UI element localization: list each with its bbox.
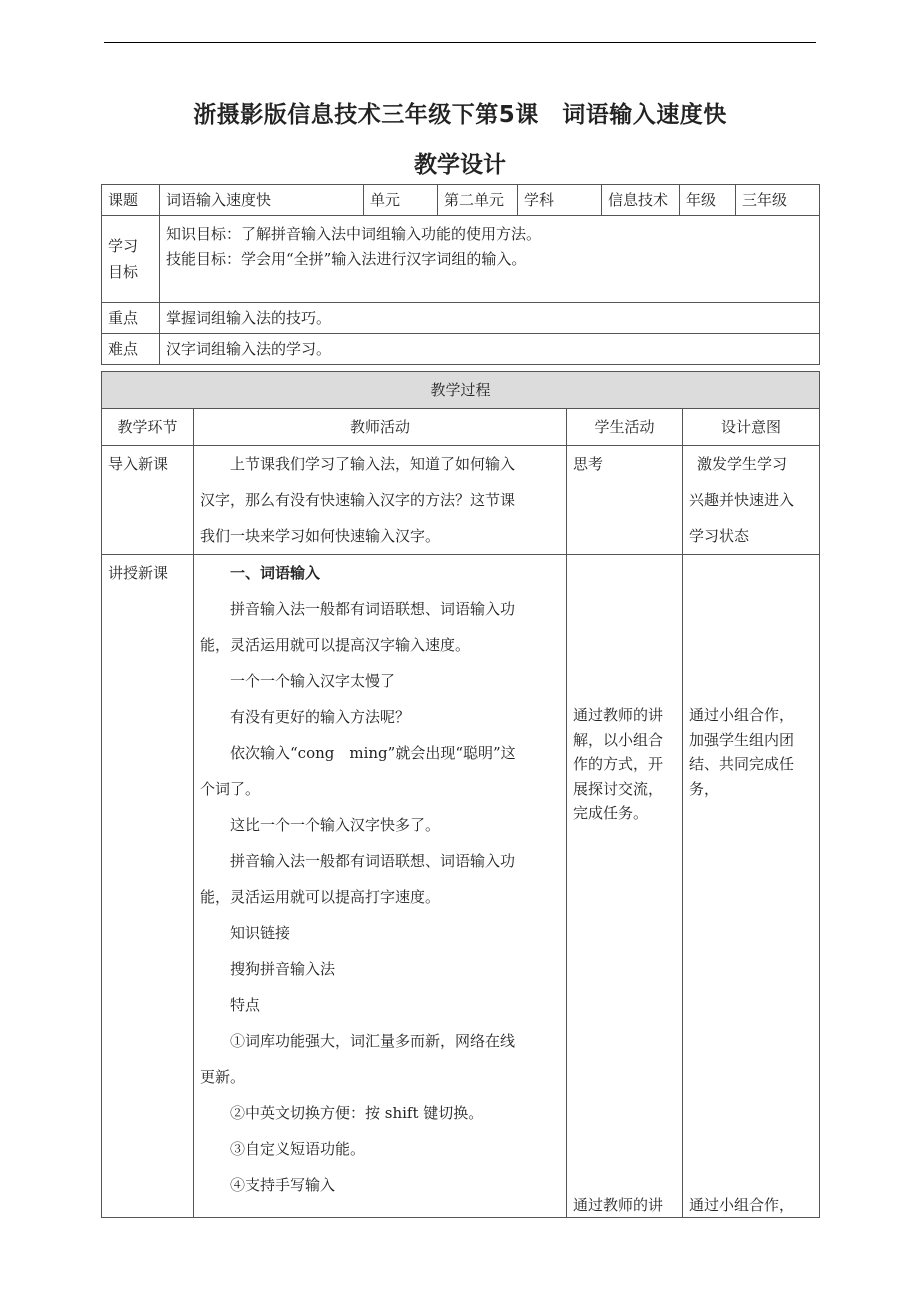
process-table — [101, 371, 820, 1218]
key-label: 重点 — [102, 303, 160, 334]
difficulty-value: 汉字词组输入法的学习。 — [160, 334, 820, 365]
topic-label: 课题 — [102, 185, 160, 216]
intent-intro: 激发学生学习 兴趣并快速进入 学习状态 — [683, 446, 820, 555]
teacher-lecture: 一、词语输入 拼音输入法一般都有词语联想、词语输入功 能，灵活运用就可以提高汉字输入速度。 一个一个输入汉字太慢了 有没有更好的输入方法呢？ 依次输入“cong ming”就会出现“聪明”这 个词了。 这比一个一个输入汉字快多了。 拼音输入法一般都有词语联想、词语输入功 能，灵活运用就可以提高打字速度。 知识链接 搜狗拼音输入法 特点 ①词库功能强大，词汇量多而新，网络在线 更新。 ②中英文切换方便：按 shift 键切换。 ③自定义短语功能。 ④支持手写输入 — [194, 555, 567, 1218]
document-title: 浙摄影版信息技术三年级下第5课 词语输入速度快 — [193, 102, 727, 128]
header-student: 学生活动 — [567, 409, 683, 446]
student-intro: 思考 — [567, 446, 683, 555]
goals-label: 学习 目标 — [102, 216, 160, 303]
header-teacher: 教师活动 — [194, 409, 567, 446]
subject-value: 信息技术 — [602, 185, 680, 216]
process-row-lecture — [102, 555, 820, 1218]
info-row-difficulty — [102, 334, 820, 365]
unit-value: 第二单元 — [438, 185, 518, 216]
goals-value — [160, 216, 820, 303]
process-header-row — [102, 409, 820, 446]
teacher-intro: 上节课我们学习了输入法，知道了如何输入 汉字，那么有没有快速输入汉字的方法？这节课 我们一块来学习如何快速输入汉字。 — [194, 446, 567, 555]
student-lecture: 通过教师的讲 解，以小组合 作的方式，开 展探讨交流， 完成任务。 通过教师的讲 — [567, 555, 683, 1218]
difficulty-label: 难点 — [102, 334, 160, 365]
info-row-goals — [102, 216, 820, 303]
header-intent: 设计意图 — [683, 409, 820, 446]
info-row-key — [102, 303, 820, 334]
topic-value: 词语输入速度快 — [160, 185, 364, 216]
document-subtitle: 教学设计 — [414, 152, 506, 178]
intent-lecture: 通过小组合作， 加强学生组内团 结、共同完成任 务， 通过小组合作， — [683, 555, 820, 1218]
key-value: 掌握词组输入法的技巧。 — [160, 303, 820, 334]
process-section-row — [102, 372, 820, 409]
info-table — [101, 184, 820, 365]
process-row-intro — [102, 446, 820, 555]
grade-value: 三年级 — [736, 185, 820, 216]
unit-label: 单元 — [364, 185, 438, 216]
goal-knowledge: 知识目标：了解拼音输入法中词组输入功能的使用方法。 — [166, 225, 542, 243]
goal-skill: 技能目标：学会用“全拼”输入法进行汉字词组的输入。 — [166, 250, 527, 268]
subject-label: 学科 — [518, 185, 602, 216]
section-heading: 一、词语输入 — [230, 564, 321, 582]
process-section-title: 教学过程 — [102, 372, 820, 409]
stage-lecture: 讲授新课 — [102, 555, 194, 1218]
header-rule — [104, 42, 816, 43]
grade-label: 年级 — [680, 185, 736, 216]
header-stage: 教学环节 — [102, 409, 194, 446]
stage-intro: 导入新课 — [102, 446, 194, 555]
info-row-topic — [102, 185, 820, 216]
